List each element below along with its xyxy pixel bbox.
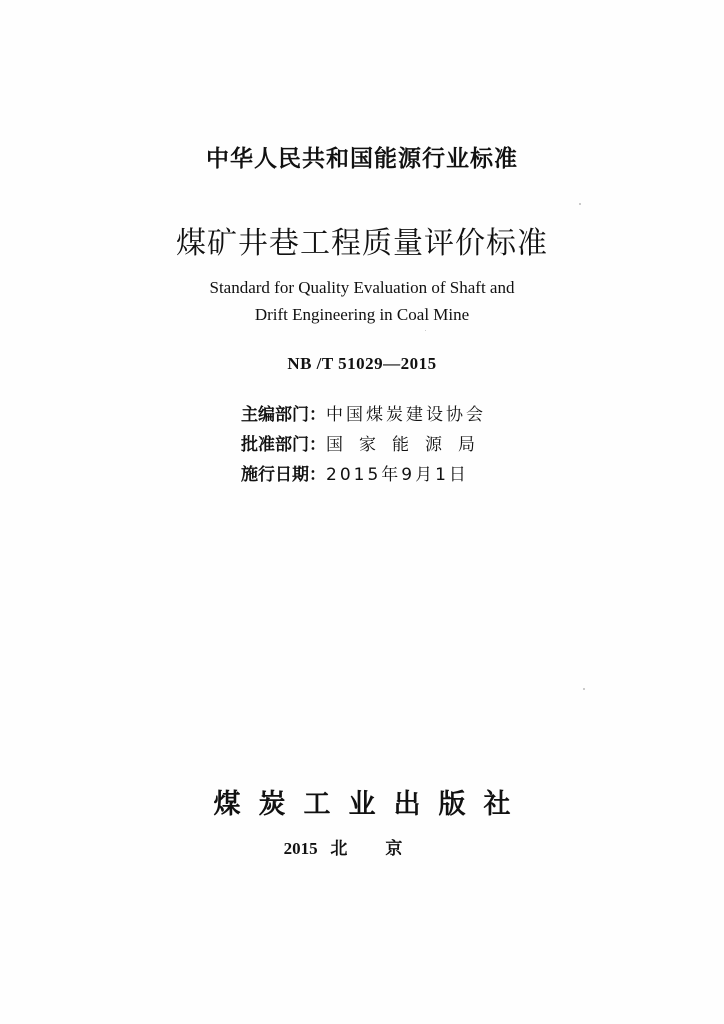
meta-label: 主编部门： — [241, 405, 326, 425]
standard-metadata — [241, 400, 491, 490]
meta-row-approver — [241, 430, 491, 460]
scan-speck — [583, 688, 585, 690]
scan-speck — [579, 203, 581, 205]
scan-speck — [425, 330, 426, 331]
standard-code: NB /T 51029—2015 — [287, 354, 437, 373]
meta-value: 中国煤炭建设协会 — [326, 405, 486, 425]
publication-city: 北京 — [330, 839, 441, 858]
publication-year: 2015 — [283, 839, 318, 858]
meta-value: 国家能源局 — [326, 435, 491, 455]
standard-title-english — [0, 274, 724, 328]
meta-value: 2015年9月1日 — [326, 465, 469, 485]
title-english-line-2: Drift Engineering in Coal Mine — [254, 305, 470, 324]
meta-label: 施行日期： — [241, 465, 326, 485]
standard-title-chinese: 煤矿井巷工程质量评价标准 — [176, 226, 548, 261]
meta-label: 批准部门： — [241, 435, 326, 455]
meta-row-editor — [241, 400, 491, 430]
meta-row-effective-date — [241, 460, 491, 490]
publisher-name: 煤炭工业出版社 — [213, 789, 529, 820]
publication-year-place — [0, 834, 724, 859]
title-english-line-1: Standard for Quality Evaluation of Shaft and — [209, 278, 515, 297]
issuing-authority: 中华人民共和国能源行业标准 — [206, 146, 518, 172]
